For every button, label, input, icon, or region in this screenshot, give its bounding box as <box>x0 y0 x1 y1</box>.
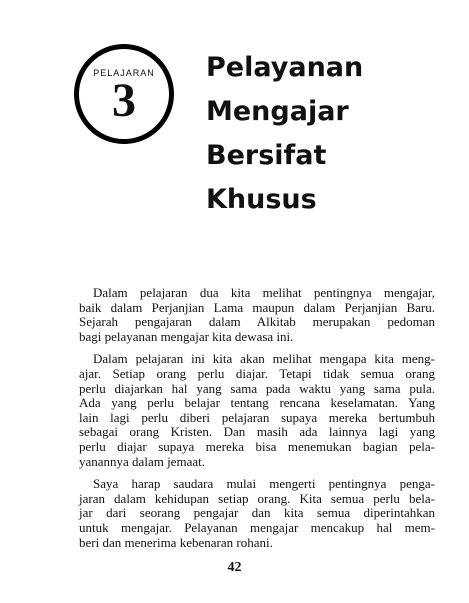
chapter-title-line: Bersifat <box>206 140 327 171</box>
text-line: jaran dalam kehidupan setiap orang. Kita semua perlu bela- <box>79 490 435 506</box>
text-line: bagi pelayanan mengajar kita dewasa ini. <box>79 328 294 344</box>
text-line: untuk mengajar. Pelayanan mengajar mencakup hal mem- <box>79 519 435 535</box>
paragraph <box>79 352 435 469</box>
body-text <box>79 286 435 558</box>
text-line: yanannya dalam jemaat. <box>79 453 205 469</box>
text-line: perlu diajarkan hal yang sama pada waktu yang sama pula. <box>79 380 435 396</box>
text-line: sebagai orang Kristen. Dan masih ada lainnya lagi yang <box>79 424 435 440</box>
text-line: Saya harap saudara mulai mengerti pentingnya penga- <box>93 476 435 492</box>
text-line: Dalam pelajaran dua kita melihat pentingnya mengajar, <box>93 285 435 300</box>
chapter-title-line: Pelayanan <box>206 52 364 83</box>
text-line: lain lagi perlu diberi pelajaran supaya mereka bertumbuh <box>79 409 435 425</box>
text-line: Sejarah pengajaran dalam Alkitab merupakan pedoman <box>79 314 435 330</box>
text-line: baik dalam Perjanjian Lama maupun dalam Perjanjian Baru. <box>79 299 435 315</box>
paragraph <box>79 477 435 550</box>
lesson-badge <box>74 44 174 144</box>
lesson-number: 3 <box>112 74 136 127</box>
chapter-title-line: Mengajar <box>206 96 349 127</box>
chapter-title-line: Khusus <box>206 184 317 215</box>
text-line: ajar. Setiap orang perlu diajar. Tetapi tidak semua orang <box>79 365 435 381</box>
text-line: beri dan menerima kebenaran rohani. <box>79 534 273 550</box>
chapter-title <box>206 46 456 222</box>
page-number: 42 <box>227 560 242 575</box>
lesson-label: PELAJARAN <box>93 68 155 78</box>
paragraph <box>79 286 435 344</box>
text-line: jar dari seorang pengajar dan kita semua diperintahkan <box>79 505 435 521</box>
text-line: perlu diajar supaya mereka bisa menemukan bagian pela- <box>79 438 435 454</box>
text-line: Dalam pelajaran ini kita akan melihat mengapa kita meng- <box>93 351 435 367</box>
text-line: Ada yang perlu belajar tentang rencana keselamatan. Yang <box>79 395 435 411</box>
